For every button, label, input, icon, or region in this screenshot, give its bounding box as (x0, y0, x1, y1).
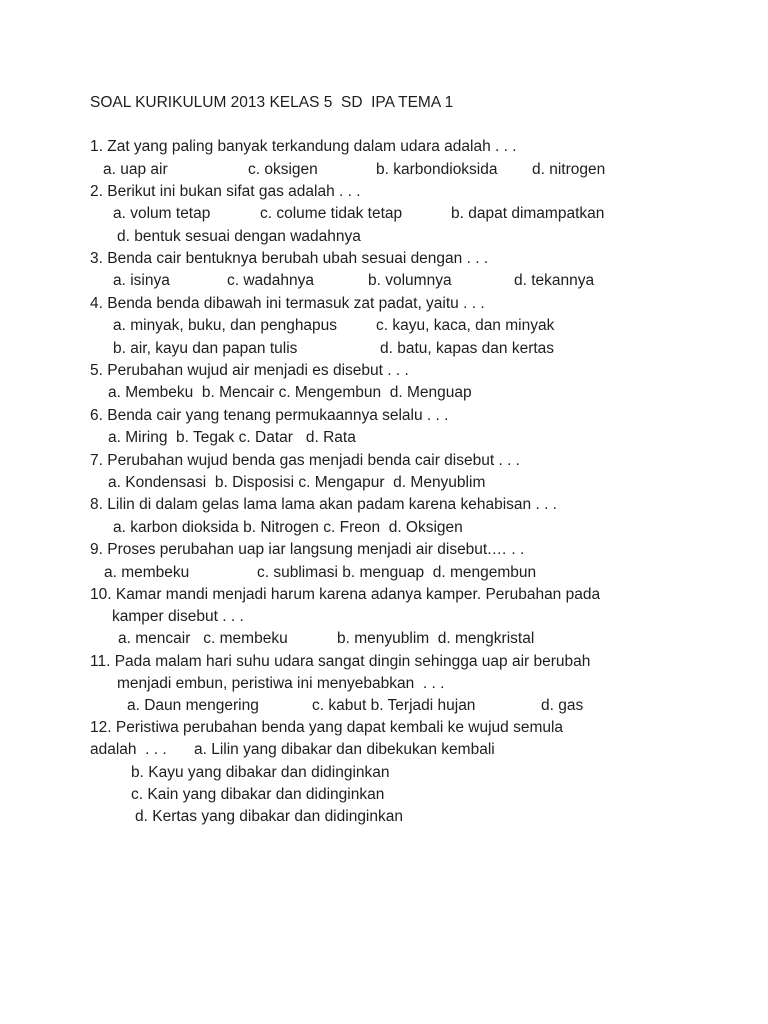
question-4-option-b: b. air, kayu dan papan tulis (113, 340, 298, 357)
question-2-stem: 2. Berikut ini bukan sifat gas adalah . . . (90, 183, 361, 200)
question-10-stem: 10. Kamar mandi menjadi harum karena adanya kamper. Perubahan pada (90, 586, 601, 603)
question-4-option-a: a. minyak, buku, dan penghapus (113, 317, 338, 334)
question-11-option-a: a. Daun mengering (127, 697, 259, 714)
question-4-stem: 4. Benda benda dibawah ini termasuk zat padat, yaitu . . . (90, 295, 485, 312)
question-10-options-right: b. menyublim d. mengkristal (337, 630, 535, 647)
question-3-option-b: b. volumnya (368, 272, 452, 289)
question-1-option-a: a. uap air (103, 161, 168, 178)
question-5-stem: 5. Perubahan wujud air menjadi es disebut . . . (90, 362, 409, 379)
question-2-option-d: d. bentuk sesuai dengan wadahnya (117, 228, 361, 245)
question-12-option-c: c. Kain yang dibakar dan didinginkan (131, 786, 385, 803)
question-12-option-b: b. Kayu yang dibakar dan didinginkan (131, 764, 390, 781)
question-1-option-d: d. nitrogen (532, 161, 606, 178)
question-3-option-a: a. isinya (113, 272, 170, 289)
question-5-options: a. Membeku b. Mencair c. Mengembun d. Menguap (108, 384, 472, 401)
question-10-options-left: a. mencair c. membeku (118, 630, 288, 647)
question-9-option-a: a. membeku (104, 564, 190, 581)
question-2-option-c: c. colume tidak tetap (260, 205, 403, 222)
question-4-option-d: d. batu, kapas dan kertas (380, 340, 555, 357)
question-12-stem: 12. Peristiwa perubahan benda yang dapat kembali ke wujud semula (90, 719, 564, 736)
question-9-stem: 9. Proses perubahan uap iar langsung menjadi air disebut.… . . (90, 541, 525, 558)
question-12-option-a: a. Lilin yang dibakar dan dibekukan kembali (194, 741, 495, 758)
question-1-option-c: c. oksigen (248, 161, 318, 178)
question-7-stem: 7. Perubahan wujud benda gas menjadi benda cair disebut . . . (90, 452, 520, 469)
question-6-stem: 6. Benda cair yang tenang permukaannya selalu . . . (90, 407, 449, 424)
question-12-stem-cont: adalah . . . (90, 741, 167, 758)
question-11-options-mid: c. kabut b. Terjadi hujan (312, 697, 476, 714)
question-9-options-rest: c. sublimasi b. menguap d. mengembun (257, 564, 537, 581)
question-3-option-c: c. wadahnya (227, 272, 315, 289)
question-8-options: a. karbon dioksida b. Nitrogen c. Freon d. Oksigen (113, 519, 463, 536)
question-7-options: a. Kondensasi b. Disposisi c. Mengapur d. Menyublim (108, 474, 486, 491)
question-11-stem: 11. Pada malam hari suhu udara sangat dingin sehingga uap air berubah (90, 653, 591, 670)
question-3-option-d: d. tekannya (514, 272, 595, 289)
question-1-option-b: b. karbondioksida (376, 161, 498, 178)
question-12-option-d: d. Kertas yang dibakar dan didinginkan (135, 808, 403, 825)
question-10-stem-cont: kamper disebut . . . (112, 608, 244, 625)
question-6-options: a. Miring b. Tegak c. Datar d. Rata (108, 429, 356, 446)
question-4-option-c: c. kayu, kaca, dan minyak (376, 317, 555, 334)
question-11-option-d: d. gas (541, 697, 584, 714)
question-2-option-a: a. volum tetap (113, 205, 211, 222)
question-2-option-b: b. dapat dimampatkan (451, 205, 605, 222)
question-3-stem: 3. Benda cair bentuknya berubah ubah sesuai dengan . . . (90, 250, 489, 267)
document-title: SOAL KURIKULUM 2013 KELAS 5 SD IPA TEMA 1 (90, 94, 454, 111)
question-8-stem: 8. Lilin di dalam gelas lama lama akan padam karena kehabisan . . . (90, 496, 557, 513)
question-1-stem: 1. Zat yang paling banyak terkandung dalam udara adalah . . . (90, 138, 517, 155)
question-11-stem-cont: menjadi embun, peristiwa ini menyebabkan . . . (117, 675, 445, 692)
